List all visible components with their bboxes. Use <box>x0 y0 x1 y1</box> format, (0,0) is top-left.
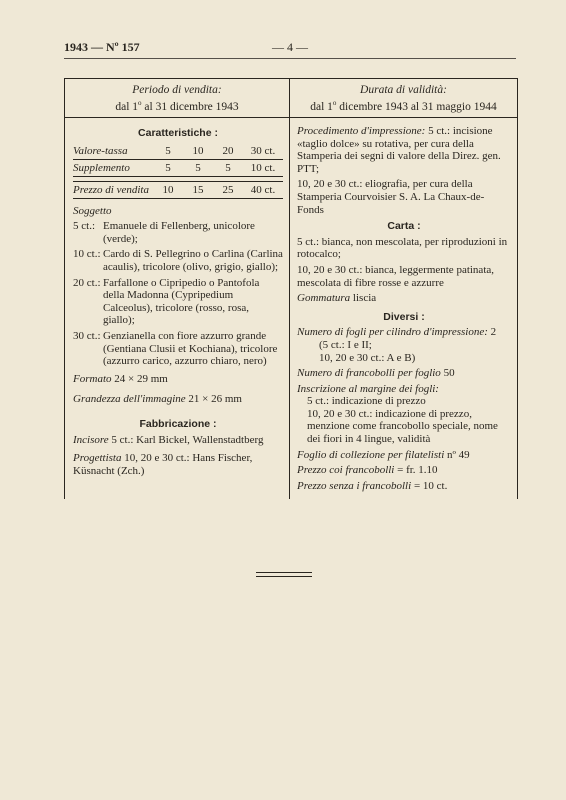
row-value: 5 <box>195 161 201 174</box>
printing-line-2: 10, 20 e 30 ct.: eliografia, per cura della Stamperia Courvoisier S. A. La Chaux-de-Fonds <box>297 178 485 216</box>
sale-period-cell <box>65 84 289 114</box>
margin-5ct: 5 ct.: indicazione di prezzo <box>307 395 426 408</box>
collection-line <box>297 449 511 462</box>
row-value: 15 <box>192 183 204 196</box>
stamps-label: Numero di francobolli per foglio <box>297 367 441 380</box>
row-value: 10 <box>162 183 174 196</box>
validity-value: dal 1$^o$ dicembre 1943 al 31 maggio 1944 <box>310 99 497 113</box>
row-label: Supplemento <box>73 161 130 174</box>
image-size-value: 21 × 26 mm <box>188 393 242 406</box>
section-divider <box>256 572 312 580</box>
sheets-label: Numero di fogli per cilindro d'impressione: <box>297 326 488 339</box>
sheets-line <box>297 326 511 339</box>
format-value: 24 × 29 mm <box>114 372 168 385</box>
page-number: — 4 — <box>272 40 308 54</box>
stamps-value: 50 <box>443 367 455 380</box>
row-value: 5 <box>225 161 231 174</box>
format-line <box>73 373 283 386</box>
paper-line-2: 10, 20 e 30 ct.: bianca, leggermente patinata, mescolata di fibre rosse e azzurre <box>297 263 495 289</box>
sale-period-title: Periodo di vendita: <box>132 84 222 96</box>
header-divider <box>65 117 517 118</box>
subject-item <box>73 220 283 245</box>
price-without-label: Prezzo senza i francobolli <box>297 479 412 492</box>
designer-value: 10, 20 e 30 ct.: Hans Fischer, Küsnacht (Zch.) <box>73 452 253 477</box>
image-size-line <box>73 393 283 406</box>
gum-line <box>297 292 511 305</box>
row-value: 5 <box>165 144 171 157</box>
collection-value: nº 49 <box>447 448 470 461</box>
row-value: 40 ct. <box>250 183 276 196</box>
sale-period-value: dal 1$^o$ al 31 dicembre 1943 <box>115 99 239 113</box>
subject-value: 10 ct.: <box>73 248 101 261</box>
page-header <box>64 40 516 56</box>
image-size-label: Grandezza dell'immagine <box>73 393 186 406</box>
paper-heading: Carta : <box>387 220 421 233</box>
price-with-label: Prezzo coi francobolli <box>297 464 395 477</box>
designer-label: Progettista <box>73 452 122 465</box>
table-row <box>73 143 283 160</box>
subject-item <box>73 330 283 368</box>
various-heading: Diversi : <box>383 310 425 323</box>
price-without-value: = 10 ct. <box>413 479 448 492</box>
row-value: 10 <box>192 144 204 157</box>
sheets-other: 10, 20 e 30 ct.: A e B) <box>319 351 416 364</box>
paper-line-1: 5 ct.: bianca, non mescolata, per riproduzioni in rotocalco; <box>297 235 508 261</box>
row-value: 20 <box>222 144 234 157</box>
collection-label: Foglio di collezione per filatelisti <box>297 448 445 461</box>
table-row <box>73 181 283 199</box>
engraver-label: Incisore <box>73 433 109 446</box>
gum-label: Gommatura <box>297 292 351 305</box>
printing-line-1: 5 ct.: incisione «taglio dolce» su rotativa, per cura della Stamperia dei segni di valore della Direz. gen. PTT; <box>297 125 501 175</box>
validity-title: Durata di validità: <box>360 84 447 96</box>
row-value: 5 <box>165 161 171 174</box>
issue-number: 1943 — Nº 157 <box>64 40 140 54</box>
row-value: 30 ct. <box>250 144 276 157</box>
row-value: 10 ct. <box>250 161 276 174</box>
printing-block <box>297 125 511 175</box>
stamp-info-table <box>64 78 518 499</box>
subject-value: 5 ct.: <box>73 220 95 233</box>
row-label: Valore-tassa <box>73 144 128 157</box>
engraver-line <box>73 434 283 447</box>
subject-text: Farfallone o Cipripedio o Pantofola della Madonna (Cypripedium Calceolus), tricolore (rosso, rosa, giallo); <box>103 276 260 327</box>
subject-item <box>73 277 283 327</box>
left-column <box>73 125 283 480</box>
right-column <box>297 125 511 495</box>
characteristics-heading: Caratteristiche : <box>138 127 218 139</box>
format-label: Formato <box>73 372 112 385</box>
subject-text: Genzianella con fiore azzurro grande (Gentiana Clusii et Kochiana), tricolore (azzurro carico, azzurro chiaro, nero) <box>103 329 278 368</box>
price-with-value: = fr. 1.10 <box>397 464 438 477</box>
table-row <box>73 160 283 177</box>
sheets-5ct: (5 ct.: I e II; <box>319 338 372 351</box>
price-without-line <box>297 480 511 493</box>
subject-label: Soggetto <box>73 204 112 217</box>
price-with-line <box>297 464 511 477</box>
row-label: Prezzo di vendita <box>73 183 149 196</box>
stamps-line <box>297 367 511 380</box>
subject-text: Cardo di S. Pellegrino o Carlina (Carlina acaulis), tricolore (olivo, grigio, giallo); <box>103 248 283 273</box>
engraver-value: 5 ct.: Karl Bickel, Wallenstadtberg <box>111 433 264 446</box>
printing-label: Procedimento d'impressione: <box>297 125 426 137</box>
validity-cell <box>290 84 517 114</box>
fabrication-heading: Fabbricazione : <box>139 417 217 430</box>
margin-other: 10, 20 e 30 ct.: indicazione di prezzo, menzione come francobollo speciale, nome dei fiori in 4 lingue, validità <box>307 407 498 446</box>
header-rule <box>64 58 516 59</box>
designer-line <box>73 452 283 477</box>
subject-item <box>73 248 283 273</box>
subject-value: 20 ct.: <box>73 276 101 289</box>
subject-text: Emanuele di Fellenberg, unicolore (verde); <box>103 220 255 245</box>
subject-value: 30 ct.: <box>73 329 101 342</box>
row-value: 25 <box>222 183 234 196</box>
gum-value: liscia <box>352 292 377 305</box>
margin-label: Inscrizione al margine dei fogli: <box>297 382 439 395</box>
column-divider <box>289 79 290 499</box>
sheets-value: 2 <box>490 326 497 339</box>
